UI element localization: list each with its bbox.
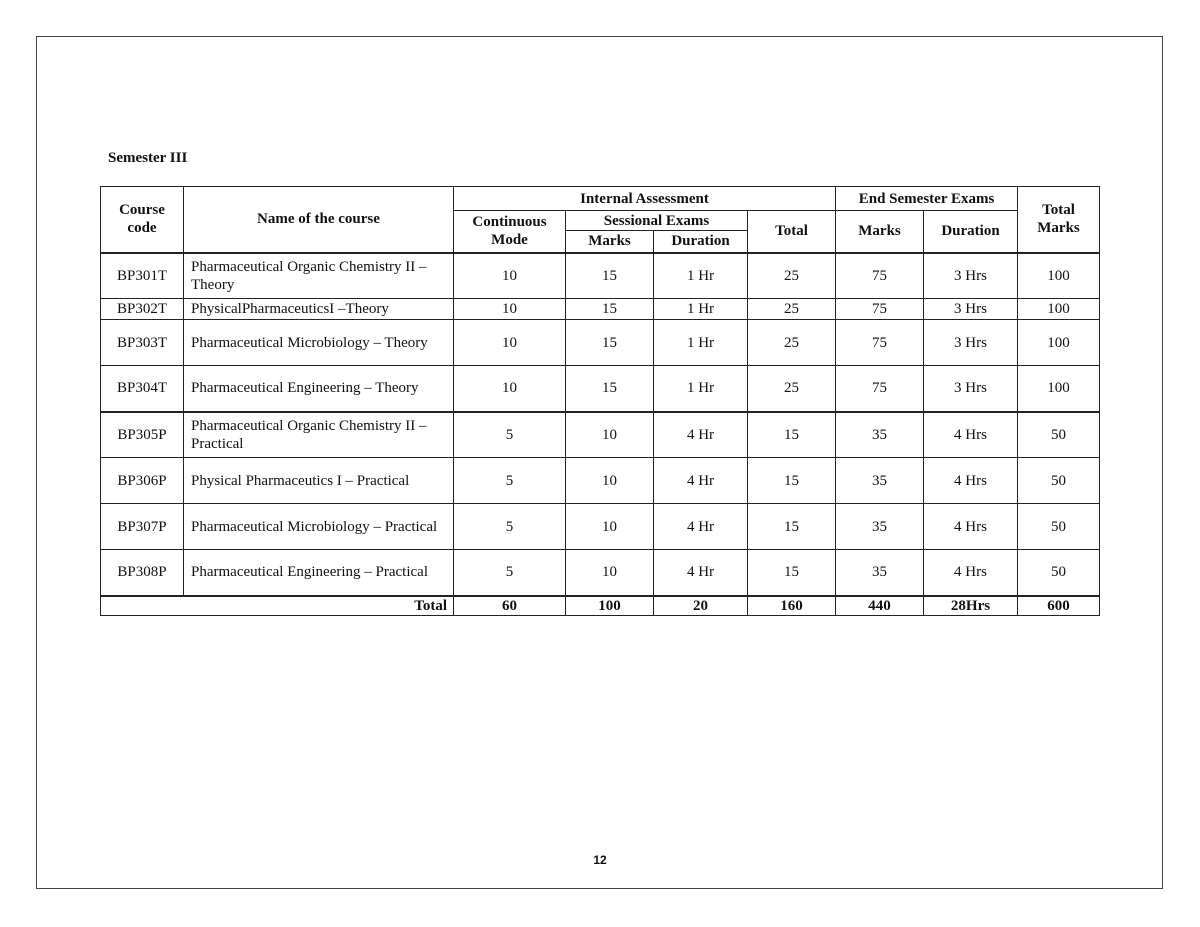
course-name-cell: Pharmaceutical Microbiology – Theory (184, 320, 454, 366)
end-marks-cell: 75 (836, 320, 924, 366)
header-end-duration: Duration (924, 211, 1018, 253)
course-code-cell: BP304T (101, 366, 184, 412)
end-duration-cell: 3 Hrs (924, 320, 1018, 366)
total-marks-cell: 50 (1018, 550, 1100, 596)
header-sessional-marks: Marks (566, 231, 654, 253)
sessional-marks-cell: 10 (566, 504, 654, 550)
end-duration-cell: 3 Hrs (924, 253, 1018, 299)
course-name-cell: Pharmaceutical Engineering – Theory (184, 366, 454, 412)
continuous-mode-cell: 5 (454, 458, 566, 504)
total-marks-cell: 50 (1018, 412, 1100, 458)
course-code-cell: BP305P (101, 412, 184, 458)
course-code-cell: BP301T (101, 253, 184, 299)
table-row (101, 299, 1100, 320)
sessional-marks-cell: 15 (566, 366, 654, 412)
end-duration-cell: 3 Hrs (924, 366, 1018, 412)
header-end-semester-exams: End Semester Exams (836, 187, 1018, 211)
ia-total-cell: 25 (748, 320, 836, 366)
sessional-duration-cell: 4 Hr (654, 504, 748, 550)
ia-total-cell: 25 (748, 253, 836, 299)
sessional-duration-cell: 4 Hr (654, 458, 748, 504)
table-row (101, 504, 1100, 550)
end-marks-cell: 35 (836, 504, 924, 550)
table-row (101, 366, 1100, 412)
total-end-duration-cell: 28Hrs (924, 596, 1018, 616)
sessional-marks-cell: 10 (566, 550, 654, 596)
header-sessional-exams: Sessional Exams (566, 211, 748, 231)
total-marks-cell: 50 (1018, 458, 1100, 504)
end-marks-cell: 75 (836, 253, 924, 299)
ia-total-cell: 15 (748, 504, 836, 550)
course-code-cell: BP303T (101, 320, 184, 366)
header-course-name: Name of the course (184, 187, 454, 253)
end-marks-cell: 35 (836, 412, 924, 458)
ia-total-cell: 15 (748, 458, 836, 504)
continuous-mode-cell: 5 (454, 504, 566, 550)
sessional-duration-cell: 1 Hr (654, 366, 748, 412)
course-code-cell: BP302T (101, 299, 184, 320)
grand-total-cell: 600 (1018, 596, 1100, 616)
total-row (101, 596, 1100, 616)
sessional-marks-cell: 10 (566, 412, 654, 458)
end-marks-cell: 75 (836, 366, 924, 412)
total-marks-cell: 100 (1018, 299, 1100, 320)
header-end-marks: Marks (836, 211, 924, 253)
semester-title: Semester III (108, 150, 188, 166)
end-duration-cell: 4 Hrs (924, 458, 1018, 504)
end-duration-cell: 4 Hrs (924, 550, 1018, 596)
total-marks-cell: 100 (1018, 366, 1100, 412)
continuous-mode-cell: 5 (454, 412, 566, 458)
table-row (101, 253, 1100, 299)
end-duration-cell: 4 Hrs (924, 412, 1018, 458)
sessional-duration-cell: 1 Hr (654, 299, 748, 320)
continuous-mode-cell: 5 (454, 550, 566, 596)
sessional-marks-cell: 10 (566, 458, 654, 504)
sessional-marks-cell: 15 (566, 253, 654, 299)
total-marks-cell: 100 (1018, 253, 1100, 299)
course-name-cell: PhysicalPharmaceuticsI –Theory (184, 299, 454, 320)
table-row (101, 320, 1100, 366)
course-scheme-table (100, 186, 1100, 616)
sessional-marks-cell: 15 (566, 320, 654, 366)
continuous-mode-cell: 10 (454, 299, 566, 320)
header-course-code: Course code (101, 187, 184, 253)
header-sessional-duration: Duration (654, 231, 748, 253)
course-name-cell: Pharmaceutical Microbiology – Practical (184, 504, 454, 550)
table-row (101, 458, 1100, 504)
course-name-cell: Physical Pharmaceutics I – Practical (184, 458, 454, 504)
sessional-duration-cell: 1 Hr (654, 320, 748, 366)
course-name-cell: Pharmaceutical Organic Chemistry II – Practical (184, 412, 454, 458)
end-marks-cell: 35 (836, 458, 924, 504)
table-row (101, 412, 1100, 458)
header-continuous-mode: Continuous Mode (454, 211, 566, 253)
total-marks-cell: 50 (1018, 504, 1100, 550)
ia-total-cell: 25 (748, 299, 836, 320)
header-internal-assessment: Internal Assessment (454, 187, 836, 211)
header-total-marks: Total Marks (1018, 187, 1100, 253)
continuous-mode-cell: 10 (454, 320, 566, 366)
page-number: 12 (593, 853, 607, 867)
total-sessional-duration-cell: 20 (654, 596, 748, 616)
total-continuous-cell: 60 (454, 596, 566, 616)
header-ia-total: Total (748, 211, 836, 253)
continuous-mode-cell: 10 (454, 366, 566, 412)
total-marks-cell: 100 (1018, 320, 1100, 366)
sessional-marks-cell: 15 (566, 299, 654, 320)
course-code-cell: BP307P (101, 504, 184, 550)
ia-total-cell: 25 (748, 366, 836, 412)
course-name-cell: Pharmaceutical Organic Chemistry II – Theory (184, 253, 454, 299)
table-row (101, 550, 1100, 596)
continuous-mode-cell: 10 (454, 253, 566, 299)
total-label: Total (101, 596, 454, 616)
total-sessional-marks-cell: 100 (566, 596, 654, 616)
course-name-cell: Pharmaceutical Engineering – Practical (184, 550, 454, 596)
ia-total-cell: 15 (748, 550, 836, 596)
course-code-cell: BP306P (101, 458, 184, 504)
course-code-cell: BP308P (101, 550, 184, 596)
sessional-duration-cell: 4 Hr (654, 550, 748, 596)
ia-total-cell: 15 (748, 412, 836, 458)
end-duration-cell: 4 Hrs (924, 504, 1018, 550)
end-duration-cell: 3 Hrs (924, 299, 1018, 320)
total-ia-cell: 160 (748, 596, 836, 616)
total-end-marks-cell: 440 (836, 596, 924, 616)
end-marks-cell: 35 (836, 550, 924, 596)
sessional-duration-cell: 1 Hr (654, 253, 748, 299)
sessional-duration-cell: 4 Hr (654, 412, 748, 458)
end-marks-cell: 75 (836, 299, 924, 320)
